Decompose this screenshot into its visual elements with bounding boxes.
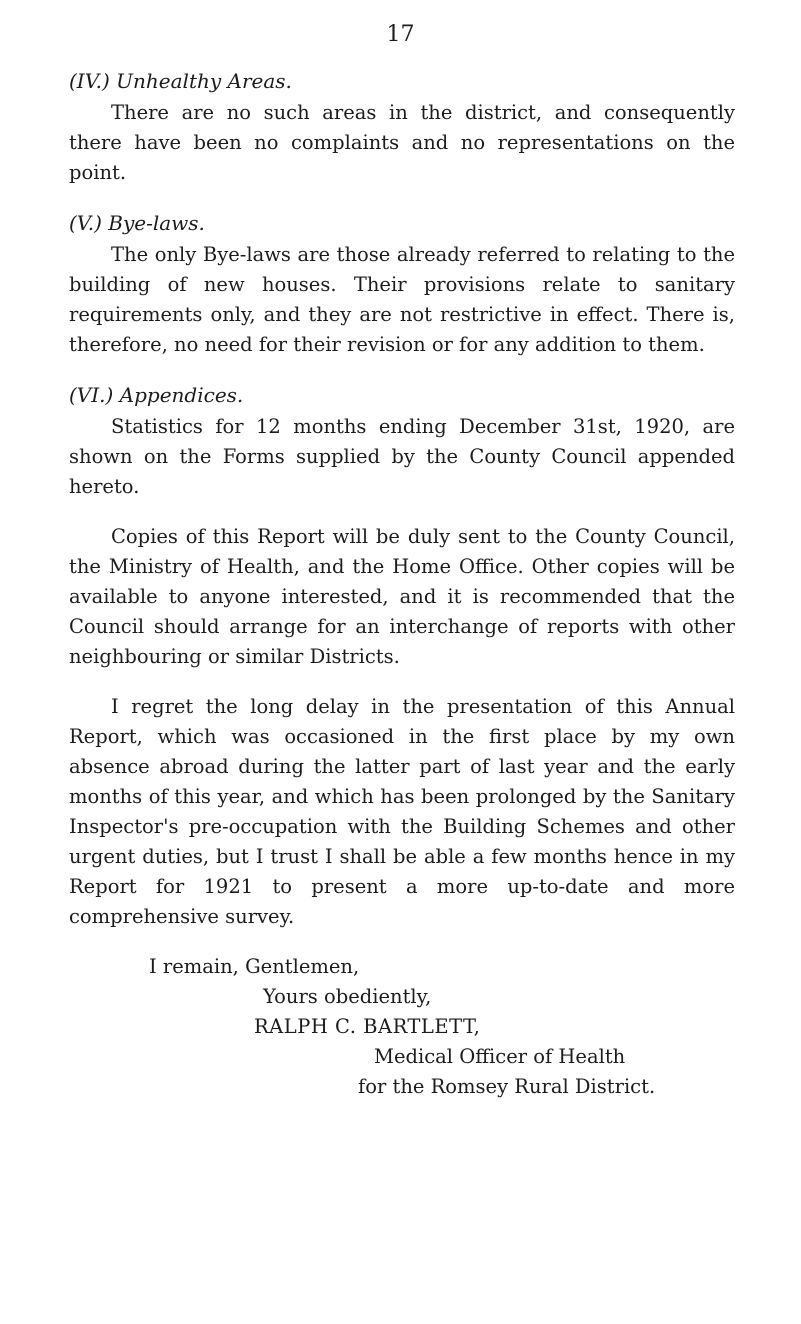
signatory-district: for the Romsey Rural District. [358,1075,656,1098]
section-unhealthy-areas [69,66,735,188]
section-heading: (VI.) Appendices. [69,383,244,407]
section-bye-laws [69,208,735,360]
delay-paragraph: I regret the long delay in the presentation of this Annual Report, which was occasioned in the first place by my own absence abroad during the latter part of last year and the early months of this year, and which has been prolonged by the Sanitary Inspector's pre-occupation with the Building Schemes and other urgent duties, but I trust I shall be able a few months hence in my Report for 1921 to present a more up-to-date and more comprehensive survey. [69,695,735,928]
report-page-body [69,66,735,1102]
signature-block [69,952,735,1102]
section-text: Statistics for 12 months ending December 31st, 1920, are shown on the Forms supplied by the County Council appended hereto. [69,415,735,498]
signatory-name: RALPH C. BARTLETT, [254,1015,481,1038]
section-text: There are no such areas in the district, and consequently there have been no complaints and no representations on the point. [69,101,735,184]
section-text: The only Bye-laws are those already referred to relating to the building of new houses. Their provisions relate to sanitary requirements only, and they are not restrictive in effect. There is, therefore, no need for their revision or for any addition to them. [69,243,735,356]
section-appendices [69,380,735,502]
copies-paragraph: Copies of this Report will be duly sent to the County Council, the Ministry of Health, and the Home Office. Other copies will be available to anyone interested, and it is recommended that the Council should arrange for an interchange of reports with other neighbouring or similar Districts. [69,525,735,668]
section-heading: (V.) Bye-laws. [69,211,205,235]
signatory-title: Medical Officer of Health [374,1045,626,1068]
sign-off: Yours obediently, [263,985,432,1008]
page-number: 17 [386,22,415,47]
section-heading: (IV.) Unhealthy Areas. [69,69,292,93]
salutation: I remain, Gentlemen, [149,955,360,978]
